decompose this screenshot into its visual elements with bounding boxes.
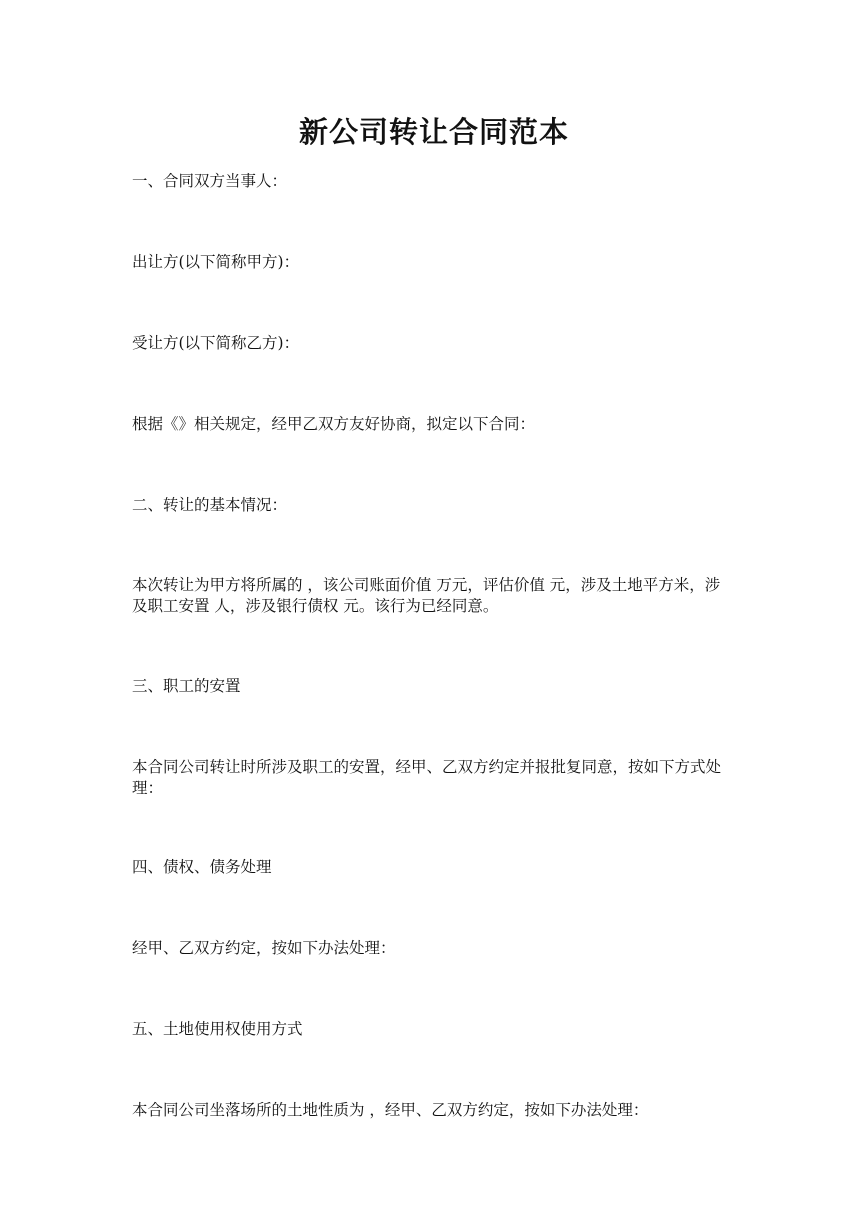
section-heading-staff: 三、职工的安置 [132,677,241,695]
document-title: 新公司转让合同范本 [298,115,569,149]
section-heading-debts: 四、债权、债务处理 [132,858,272,876]
section-heading-land: 五、土地使用权使用方式 [132,1020,303,1038]
transferee-line: 受让方(以下简称乙方)： [132,334,300,352]
section-heading-basic-info: 二、转让的基本情况： [132,496,288,514]
section-heading-parties: 一、合同双方当事人： [132,172,288,190]
debts-paragraph: 经甲、乙双方约定，按如下办法处理： [132,939,396,957]
basis-paragraph: 根据《》相关规定，经甲乙双方友好协商，拟定以下合同： [132,415,536,433]
basic-info-paragraph: 本次转让为甲方将所属的 ，该公司账面价值 万元，评估价值 元，涉及土地平方米，涉及职工安置 人，涉及银行债权 元。该行为已经同意。 [132,576,721,615]
staff-paragraph: 本合同公司转让时所涉及职工的安置，经甲、乙双方约定并报批复同意，按如下方式处理： [132,758,722,797]
transferor-line: 出让方(以下简称甲方)： [132,253,300,271]
land-paragraph: 本合同公司坐落场所的土地性质为 ，经甲、乙双方约定，按如下办法处理： [132,1101,649,1119]
